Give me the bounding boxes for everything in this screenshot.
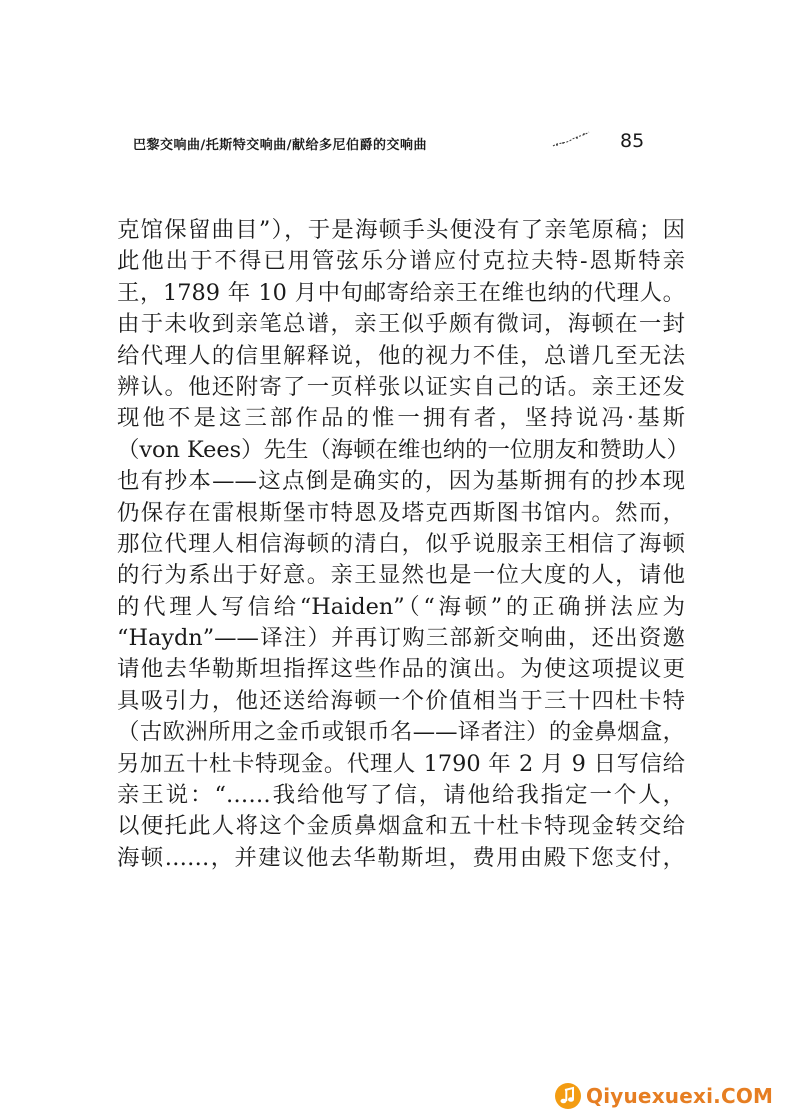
text-line: 以便托此人将这个金质鼻烟盒和五十杜卡特现金转交给	[117, 813, 685, 840]
watermark-text: Qiyuexuexi.COM	[586, 1084, 774, 1108]
text-line: 克馆保留曲目”），于是海顿手头便没有了亲笔原稿；因	[117, 217, 685, 243]
text-line: 给代理人的信里解释说，他的视力不佳，总谱几至无法	[117, 342, 685, 369]
music-note-icon	[554, 1082, 582, 1110]
text-line: “Haydn”——译注）并再订购三部新交响曲，还出资邀	[117, 625, 685, 652]
site-watermark	[554, 1080, 773, 1112]
text-line: 那位代理人相信海顿的清白，似乎说服亲王相信了海顿	[117, 530, 685, 557]
text-line: 的行为系出于好意。亲王显然也是一位大度的人，请他	[117, 562, 685, 589]
text-line: 仍保存在雷根斯堡市特恩及塔克西斯图书馆内。然而，	[117, 499, 685, 526]
text-line: 的代理人写信给“Haiden”（“海顿”的正确拼法应为	[117, 593, 685, 620]
running-title: 巴黎交响曲/托斯特交响曲/献给多尼伯爵的交响曲	[133, 138, 427, 153]
page-number: 85	[620, 130, 645, 152]
text-line: 辨认。他还附寄了一页样张以证实自己的话。亲王还发	[117, 373, 685, 400]
text-line: 由于未收到亲笔总谱，亲王似乎颇有微词，海顿在一封	[117, 311, 685, 338]
running-head	[133, 128, 663, 158]
text-line: 请他去华勒斯坦指挥这些作品的演出。为使这项提议更	[117, 656, 685, 683]
text-line: 亲王说：“……我给他写了信，请他给我指定一个人，	[117, 782, 685, 809]
text-line: （von Kees）先生（海顿在维也纳的一位朋友和赞助人）	[117, 436, 689, 463]
text-line: 具吸引力，他还送给海顿一个价值相当于三十四杜卡特	[117, 687, 685, 714]
text-line: 现他不是这三部作品的惟一拥有者，坚持说冯·基斯	[117, 405, 685, 432]
text-line: 王，1789 年 10 月中旬邮寄给亲王在维也纳的代理人。	[117, 279, 685, 306]
text-line: 也有抄本——这点倒是确实的，因为基斯拥有的抄本现	[117, 468, 685, 495]
text-line: （古欧洲所用之金币或银币名——译者注）的金鼻烟盒，	[117, 719, 685, 746]
text-line: 海顿……，并建议他去华勒斯坦，费用由殿下您支付，	[117, 844, 685, 871]
body-text	[117, 215, 689, 873]
decorative-ornament-icon	[551, 128, 591, 152]
text-line: 此他出于不得已用管弦乐分谱应付克拉夫特-恩斯特亲	[117, 248, 685, 275]
text-line: 另加五十杜卡特现金。代理人 1790 年 2 月 9 日写信给	[117, 750, 685, 777]
